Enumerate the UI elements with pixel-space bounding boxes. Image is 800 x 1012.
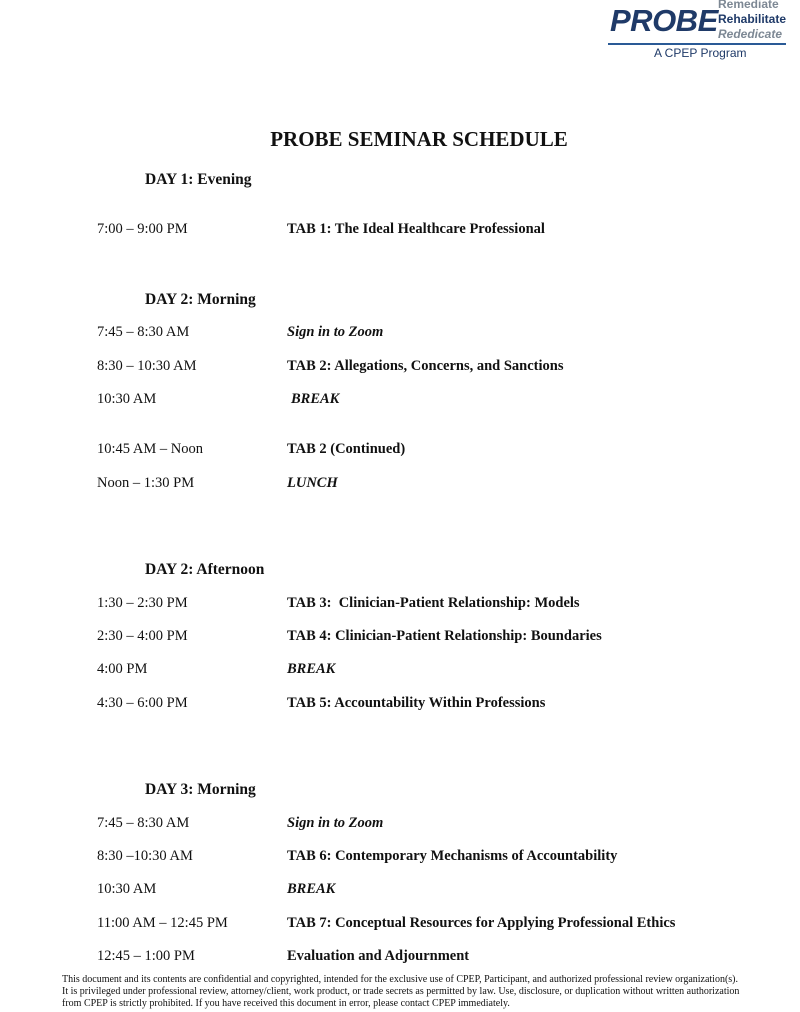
day-heading: DAY 1: Evening bbox=[145, 171, 252, 188]
schedule-time: Noon – 1:30 PM bbox=[97, 475, 195, 491]
schedule-time: 4:00 PM bbox=[97, 661, 148, 677]
schedule-activity: TAB 2: Allegations, Concerns, and Sanctions bbox=[287, 358, 564, 374]
schedule-activity: Evaluation and Adjournment bbox=[287, 948, 470, 964]
schedule-activity: TAB 7: Conceptual Resources for Applying Professional Ethics bbox=[287, 915, 676, 931]
schedule-time: 8:30 – 10:30 AM bbox=[97, 358, 197, 374]
schedule-activity: Sign in to Zoom bbox=[287, 324, 384, 340]
schedule-activity: TAB 1: The Ideal Healthcare Professional bbox=[287, 221, 545, 237]
schedule-time: 7:45 – 8:30 AM bbox=[97, 815, 190, 831]
schedule-activity: Sign in to Zoom bbox=[287, 815, 384, 831]
schedule-time: 12:45 – 1:00 PM bbox=[97, 948, 195, 964]
schedule-activity: TAB 6: Contemporary Mechanisms of Accountability bbox=[287, 848, 618, 864]
schedule-time: 10:45 AM – Noon bbox=[97, 441, 203, 457]
schedule-activity: LUNCH bbox=[287, 475, 338, 491]
schedule-time: 2:30 – 4:00 PM bbox=[97, 628, 188, 644]
schedule-time: 10:30 AM bbox=[97, 391, 157, 407]
schedule-time: 1:30 – 2:30 PM bbox=[97, 595, 188, 611]
logo-wordmark: PROBE bbox=[610, 3, 718, 38]
schedule-time: 4:30 – 6:00 PM bbox=[97, 695, 188, 711]
day-heading: DAY 2: Afternoon bbox=[145, 561, 265, 578]
logo-tagline-rededicate: Rededicate bbox=[718, 27, 783, 41]
schedule-time: 8:30 –10:30 AM bbox=[97, 848, 193, 864]
probe-logo bbox=[608, 0, 790, 64]
schedule-time: 7:45 – 8:30 AM bbox=[97, 324, 190, 340]
schedule-activity: BREAK bbox=[287, 881, 336, 897]
schedule-activity: BREAK bbox=[291, 391, 340, 407]
schedule-time: 7:00 – 9:00 PM bbox=[97, 221, 188, 237]
schedule-activity: TAB 4: Clinician-Patient Relationship: Boundaries bbox=[287, 628, 602, 644]
logo-tagline-remediate: Remediate bbox=[718, 0, 779, 11]
schedule-activity: BREAK bbox=[287, 661, 336, 677]
schedule-activity: TAB 3: Clinician-Patient Relationship: Models bbox=[287, 595, 580, 611]
day-heading: DAY 2: Morning bbox=[145, 291, 256, 308]
schedule-activity: TAB 5: Accountability Within Professions bbox=[287, 695, 546, 711]
logo-taglines bbox=[718, 0, 786, 42]
page-title: PROBE SEMINAR SCHEDULE bbox=[270, 127, 568, 151]
logo-tagline-rehabilitate: Rehabilitate bbox=[718, 12, 787, 26]
logo-subtitle: A CPEP Program bbox=[654, 46, 747, 60]
schedule-activity: TAB 2 (Continued) bbox=[287, 441, 406, 457]
logo-divider bbox=[608, 43, 786, 45]
day-heading: DAY 3: Morning bbox=[145, 781, 256, 798]
confidentiality-footer: This document and its contents are confidential and copyrighted, intended for the exclusive use of CPEP, Participant, and authorized professional review organization(s). It is privileged under professional review, attorney/client, work product, or trade secrets as permitted by law. Use, disclosure, or duplication without written authorization from CPEP is strictly prohibited. If you have received this document in error, please contact CPEP immediately. bbox=[62, 974, 740, 1010]
schedule-time: 11:00 AM – 12:45 PM bbox=[97, 915, 228, 931]
schedule-time: 10:30 AM bbox=[97, 881, 157, 897]
